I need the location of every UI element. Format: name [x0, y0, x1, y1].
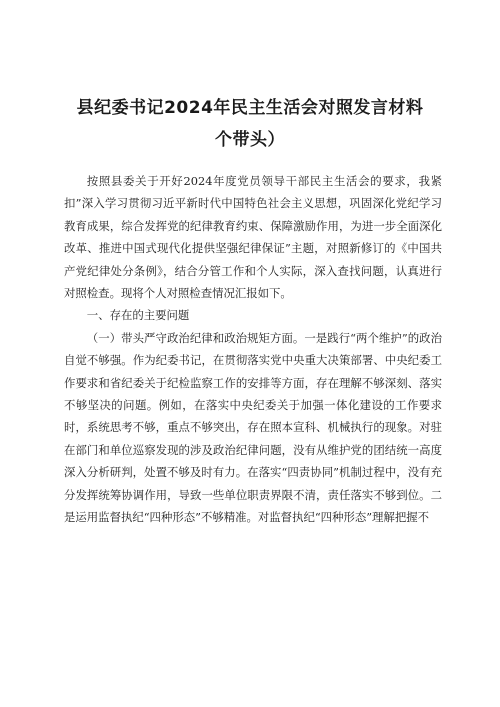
document-body: [64, 170, 442, 529]
document-title-continuation: 个带头）: [215, 130, 285, 150]
body-paragraph: （一）带头严守政治纪律和政治规矩方面。一是践行“两个维护”的政治自觉不够强。作为纪委书记，在贯彻落实党中央重大决策部署、中央纪委工作要求和省纪委关于纪检监察工作的安排等方面，存在理解不够深刻、落实不够坚决的问题。例如，在落实中央纪委关于加强一体化建设的工作要求时，系统思考不够，重点不够突出，存在照本宣科、机械执行的现象。对驻在部门和单位巡察发现的涉及政治纪律问题，没有从维护党的团结统一高度深入分析研判，处置不够及时有力。在落实“四责协同”机制过程中，没有充分发挥统筹协调作用，导致一些单位职责界限不清，责任落实不够到位。二是运用监督执纪“四种形态”不够精准。对监督执纪“四种形态”理解把握不: [64, 330, 442, 525]
intro-paragraph: 按照县委关于开好2024年度党员领导干部民主生活会的要求，我紧扣”深入学习贯彻习近平新时代中国特色社会主义思想，巩固深化党纪学习教育成果，综合发挥党的纪律教育约束、保障激励作用，为进一步全面深化改革、推进中国式现代化提供坚强纪律保证”主题，对照新修订的《中国共产党纪律处分条例》，结合分管工作和个人实际，深入查找问题，认真进行对照检查。现将个人对照检查情况汇报如下。: [64, 174, 442, 301]
section-heading: 一、存在的主要问题: [86, 308, 190, 323]
document-title: 县纪委书记2024年民主生活会对照发言材料: [76, 98, 424, 118]
